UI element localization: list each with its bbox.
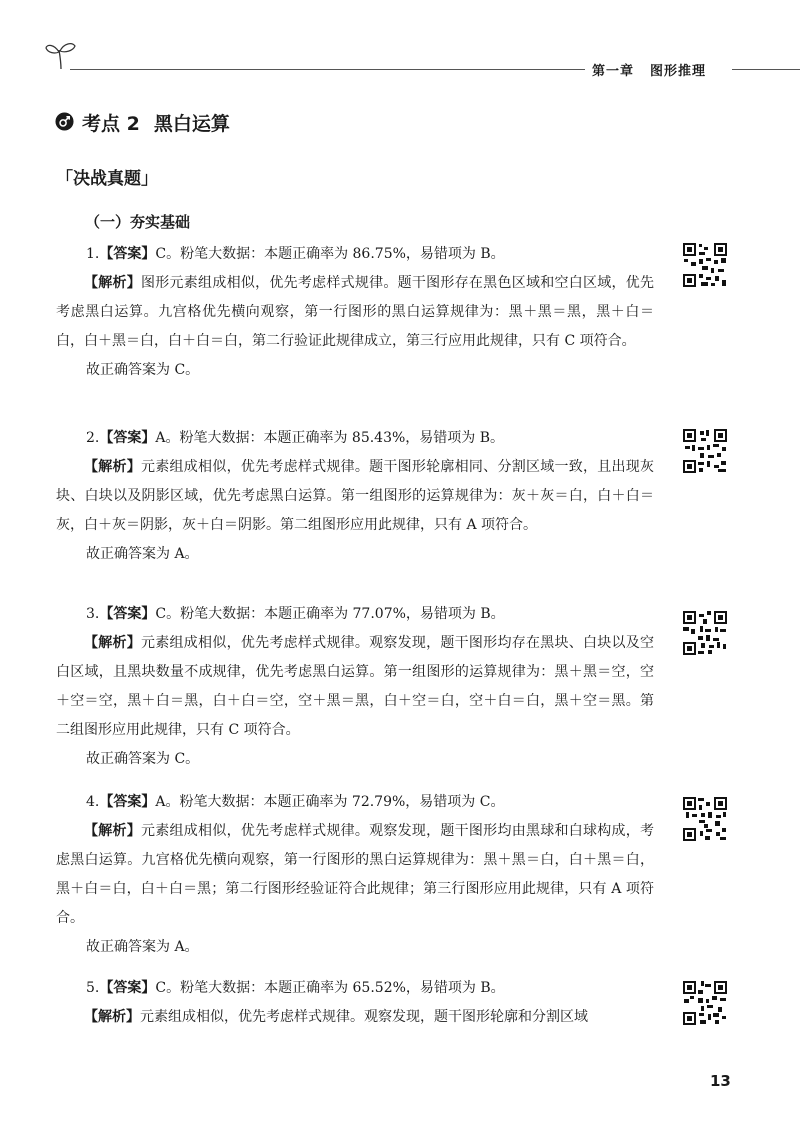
answer-tag: 【答案】 — [99, 430, 156, 446]
question-entry-5 — [56, 974, 654, 1032]
analysis-paragraph — [56, 629, 654, 745]
sub-heading: （一）夯实基础 — [85, 213, 191, 231]
analysis-text: 元素组成相似，优先考虑样式规律。题干图形轮廓相同、分割区域一致，且出现灰块、白块以及阴影区域，优先考虑黑白运算。第一组图形的运算规律为：灰＋灰＝白，白＋白＝灰，白＋灰＝阴影，灰＋白＝阴影。第二组图形应用此规律，只有 A 项符合。 — [56, 459, 655, 533]
conclusion-line: 故正确答案为 A。 — [86, 546, 199, 562]
question-number: 1. — [86, 246, 100, 262]
analysis-tag: 【解析】 — [84, 459, 142, 475]
qr-code-icon — [682, 428, 728, 474]
page-number: 13 — [710, 1072, 731, 1090]
conclusion-line: 故正确答案为 C。 — [86, 362, 200, 378]
qr-code-icon — [682, 242, 728, 288]
question-number: 4. — [86, 794, 100, 810]
analysis-tag: 【解析】 — [84, 275, 142, 291]
section-point-label: 考点 2 — [82, 113, 140, 135]
conclusion-line: 故正确答案为 A。 — [86, 939, 199, 955]
question-number: 3. — [86, 606, 100, 622]
analysis-paragraph — [56, 1003, 654, 1032]
question-entry-1 — [56, 240, 654, 385]
qr-code-icon — [682, 980, 728, 1026]
analysis-tag: 【解析】 — [84, 635, 142, 651]
answer-tag: 【答案】 — [99, 794, 156, 810]
answer-tag: 【答案】 — [99, 980, 156, 996]
answer-text: C。粉笔大数据：本题正确率为 65.52%，易错项为 B。 — [155, 980, 505, 996]
analysis-tag: 【解析】 — [84, 1009, 140, 1025]
question-entry-3 — [56, 600, 654, 774]
question-entry-2 — [56, 424, 654, 569]
question-number: 2. — [86, 430, 100, 446]
question-number: 5. — [86, 980, 100, 996]
analysis-text: 元素组成相似，优先考虑样式规律。观察发现，题干图形均由黑球和白球构成，考虑黑白运算。九宫格优先横向观察，第一行图形的黑白运算规律为：黑＋黑＝白，白＋黑＝白，黑＋白＝白，白＋白＝黑；第二行图形经验证符合此规律；第三行图形应用此规律，只有 A 项符合。 — [56, 823, 655, 926]
answer-line — [56, 600, 654, 629]
section-title — [82, 109, 230, 136]
answer-line — [56, 788, 654, 817]
answer-line — [56, 240, 654, 269]
header-rule-right — [732, 69, 800, 70]
answer-tag: 【答案】 — [99, 606, 156, 622]
analysis-text: 图形元素组成相似，优先考虑样式规律。题干图形存在黑色区域和空白区域，优先考虑黑白运算。九宫格优先横向观察，第一行图形的黑白运算规律为：黑＋黑＝黑，黑＋白＝白，白＋黑＝白，白＋白＝白，第二行验证此规律成立，第三行应用此规律，只有 C 项符合。 — [56, 275, 655, 349]
analysis-paragraph — [56, 269, 654, 356]
answer-text: A。粉笔大数据：本题正确率为 85.43%，易错项为 B。 — [155, 430, 505, 446]
qr-code-icon — [682, 796, 728, 842]
analysis-text: 元素组成相似，优先考虑样式规律。观察发现，题干图形轮廓和分割区域 — [140, 1009, 588, 1025]
answer-tag: 【答案】 — [99, 246, 156, 262]
question-entry-4 — [56, 788, 654, 962]
answer-line — [56, 974, 654, 1003]
header-chapter-number: 第一章 — [592, 64, 635, 79]
answer-text: A。粉笔大数据：本题正确率为 72.79%，易错项为 C。 — [155, 794, 505, 810]
answer-line — [56, 424, 654, 453]
block-label: 「决战真题」 — [56, 169, 158, 189]
header-rule-left — [70, 69, 585, 70]
analysis-paragraph — [56, 453, 654, 540]
header-chapter-title: 图形推理 — [650, 64, 707, 79]
running-header — [592, 60, 706, 79]
analysis-text: 元素组成相似，优先考虑样式规律。观察发现，题干图形均存在黑块、白块以及空白区域，且黑块数量不成规律，优先考虑黑白运算。第一组图形的运算规律为：黑＋黑＝空，空＋空＝空，黑＋白＝黑，白＋白＝空，空＋黑＝黑，白＋空＝白，空＋白＝白，黑＋空＝黑。第二组图形应用此规律，只有 C 项符合。 — [56, 635, 655, 738]
answer-text: C。粉笔大数据：本题正确率为 77.07%，易错项为 B。 — [155, 606, 505, 622]
conclusion-line: 故正确答案为 C。 — [86, 751, 200, 767]
answer-text: C。粉笔大数据：本题正确率为 86.75%，易错项为 B。 — [155, 246, 505, 262]
analysis-tag: 【解析】 — [84, 823, 142, 839]
sprout-icon — [44, 40, 78, 70]
section-title-text: 黑白运算 — [153, 113, 230, 135]
analysis-paragraph — [56, 817, 654, 933]
section-marker-icon — [55, 112, 74, 131]
qr-code-icon — [682, 610, 728, 656]
